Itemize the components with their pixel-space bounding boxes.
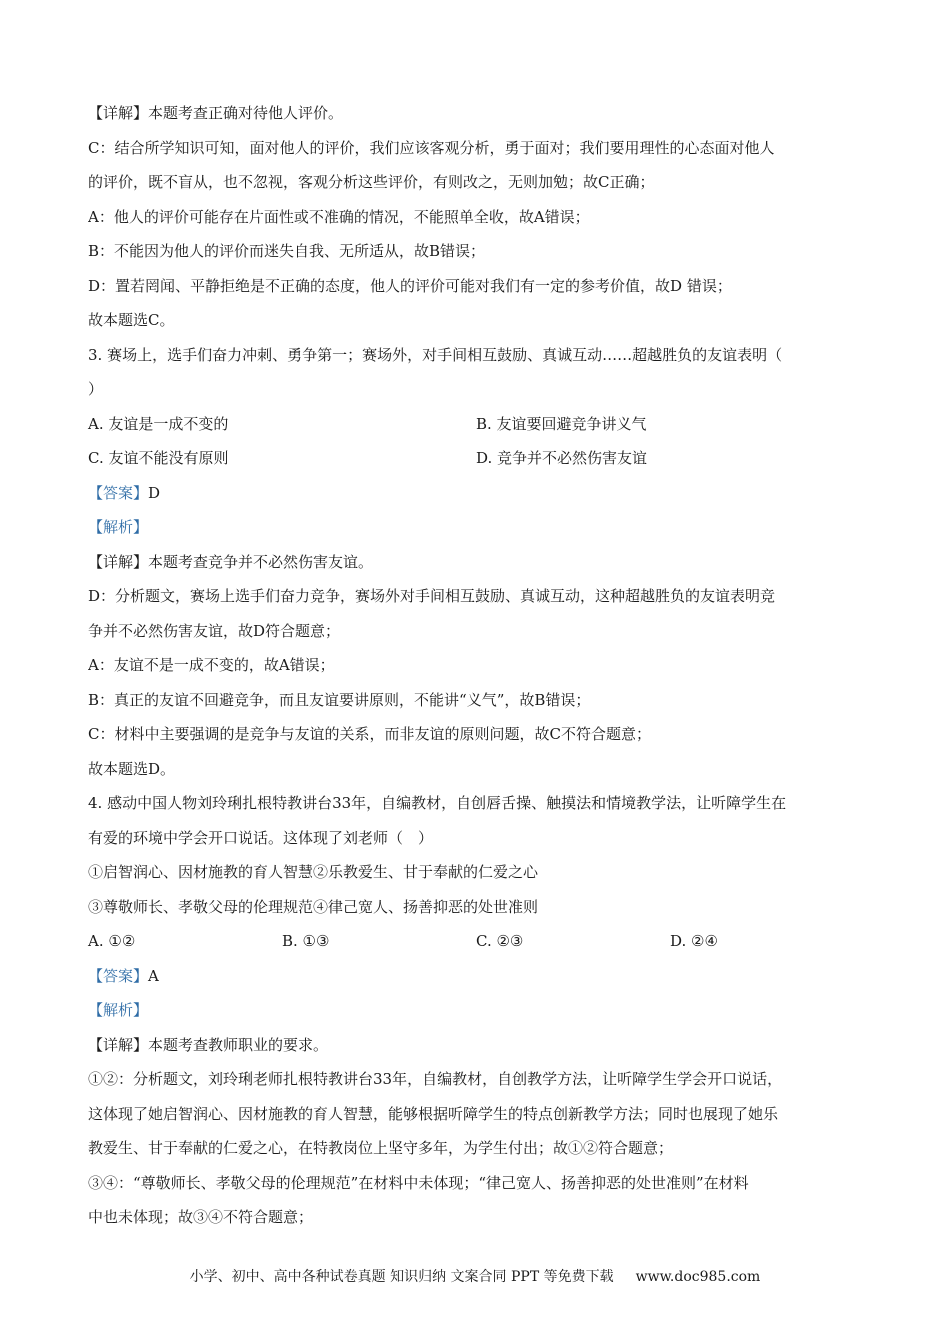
q4-option-c: C. ②③ (476, 932, 524, 950)
q3-option-d-analysis-line1: D：分析题文，赛场上选手们奋力竞争，赛场外对手间相互鼓励、真诚互动，这种超越胜负的友谊表明竞 (88, 587, 776, 605)
q4-option-d: D. ②④ (670, 932, 718, 950)
q2-option-c-analysis-line2: 的评价，既不盲从，也不忽视，客观分析这些评价，有则改之，无则加勉；故C正确； (88, 173, 655, 191)
q2-option-d-analysis: D：置若罔闻、平静拒绝是不正确的态度，他人的评价可能对我们有一定的参考价值，故D 错误； (88, 276, 732, 295)
q4-analysis-line1: ①②：分析题文，刘玲琍老师扎根特教讲台33年，自编教材，自创教学方法，让听障学生学会开口说话， (88, 1070, 783, 1088)
q4-analysis-line3: 教爱生、甘于奉献的仁爱之心，在特教岗位上坚守多年，为学生付出；故①②符合题意； (88, 1139, 674, 1157)
q2-option-c-analysis-line1: C：结合所学知识可知，面对他人的评价，我们应该客观分析，勇于面对；我们要用理性的心态面对他人 (88, 138, 775, 157)
q4-items-3-4: ③尊敬师长、孝敬父母的伦理规范④律己宽人、扬善抑恶的处世准则 (88, 897, 539, 916)
q2-conclusion: 故本题选C。 (88, 311, 175, 329)
q4-analysis-tag: 【解析】 (88, 1001, 149, 1019)
q3-conclusion: 故本题选D。 (88, 759, 176, 778)
q4-analysis-line4: ③④：“尊敬师长、孝敬父母的伦理规范”在材料中未体现；“律己宽人、扬善抑恶的处世准则”在材料 (88, 1173, 749, 1192)
footer-text: 小学、初中、高中各种试卷真题 知识归纳 文案合同 PPT 等免费下载 (189, 1269, 614, 1285)
q3-detail: 【详解】本题考查竞争并不必然伤害友谊。 (88, 552, 374, 571)
q4-option-a: A. ①② (88, 932, 136, 950)
q4-stem-line2: 有爱的环境中学会开口说话。这体现了刘老师（ ） (88, 828, 434, 847)
q3-options-row2 (88, 441, 868, 476)
q3-stem-line2: ） (88, 380, 104, 398)
q4-options-row (88, 924, 868, 959)
q3-option-d: D. 竞争并不必然伤害友谊 (476, 449, 648, 467)
q2-option-a-analysis: A：他人的评价可能存在片面性或不准确的情况，不能照单全收，故A错误； (88, 207, 590, 226)
q3-answer-tag: 【答案】 (88, 483, 149, 502)
q2-detail: 【详解】本题考查正确对待他人评价。 (88, 104, 344, 122)
q3-options-row1 (88, 407, 868, 442)
q3-option-b: B. 友谊要回避竞争讲义气 (476, 414, 647, 433)
q3-option-a: A. 友谊是一成不变的 (88, 414, 229, 433)
q4-answer-tag: 【答案】 (88, 966, 149, 985)
q4-analysis-line5: 中也未体现；故③④不符合题意； (88, 1208, 314, 1226)
q3-analysis-tag: 【解析】 (88, 518, 149, 536)
document-page (88, 96, 868, 1235)
q3-option-b-analysis: B：真正的友谊不回避竞争，而且友谊要讲原则，不能讲“义气”，故B错误； (88, 690, 591, 709)
q4-answer-value: A (148, 966, 159, 985)
q4-analysis-line2: 这体现了她启智润心、因材施教的育人智慧，能够根据听障学生的特点创新教学方法；同时也展现了她乐 (88, 1104, 779, 1123)
q3-option-a-analysis: A：友谊不是一成不变的，故A错误； (88, 656, 335, 674)
q3-answer (88, 476, 868, 511)
q2-option-b-analysis: B：不能因为他人的评价而迷失自我、无所适从，故B错误； (88, 242, 486, 260)
q3-option-d-analysis-line2: 争并不必然伤害友谊，故D符合题意； (88, 621, 341, 640)
q3-option-c: C. 友谊不能没有原则 (88, 449, 229, 467)
q3-option-c-analysis: C：材料中主要强调的是竞争与友谊的关系，而非友谊的原则问题，故C不符合题意； (88, 725, 651, 743)
q4-items-1-2: ①启智润心、因材施教的育人智慧②乐教爱生、甘于奉献的仁爱之心 (88, 863, 539, 881)
q3-stem-line1: 3. 赛场上，选手们奋力冲刺、勇争第一；赛场外，对手间相互鼓励、真诚互动……超越胜负的友谊表明（ (88, 345, 783, 364)
q4-detail: 【详解】本题考查教师职业的要求。 (88, 1035, 329, 1054)
q3-answer-value: D (148, 483, 161, 502)
footer-url-link[interactable]: www.doc985.com (635, 1269, 761, 1285)
page-footer (0, 1266, 950, 1286)
q4-option-b: B. ①③ (282, 932, 330, 950)
q4-answer (88, 959, 868, 994)
q4-stem-line1: 4. 感动中国人物刘玲琍扎根特教讲台33年，自编教材，自创唇舌操、触摸法和情境教学法，让听障学生在 (88, 794, 787, 812)
